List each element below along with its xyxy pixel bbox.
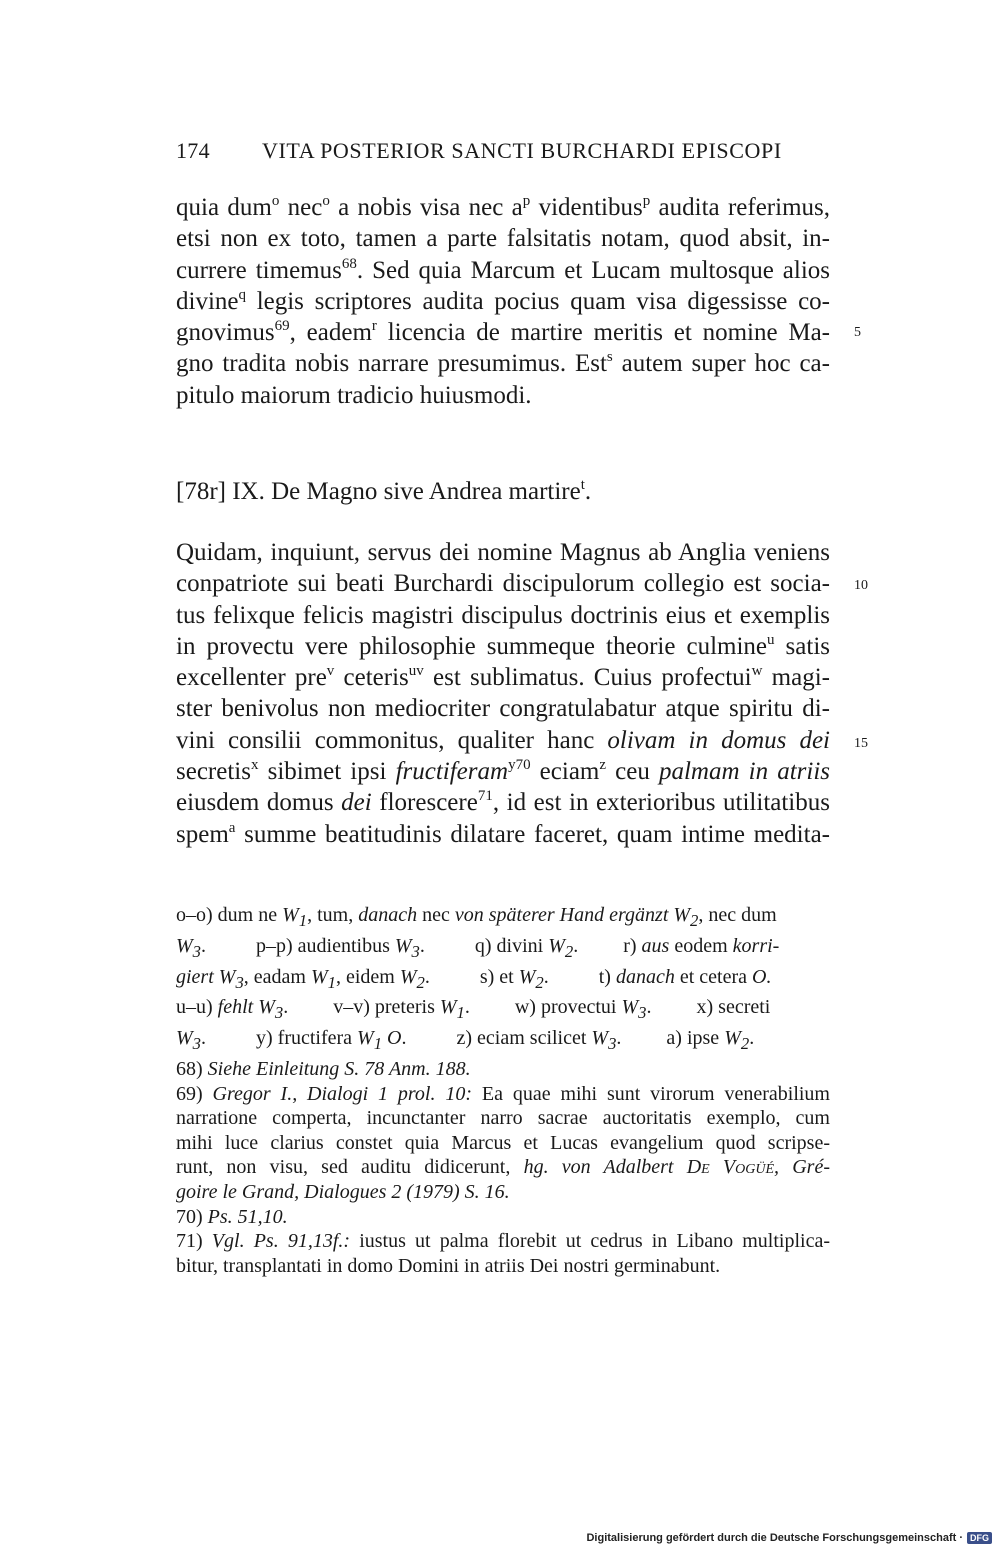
critical-apparatus — [176, 903, 830, 1057]
text-line: quia dum$^o$ nec$^o$ a nobis visa nec $a^p$ videntibus$^p$ audita referimus, — [176, 193, 830, 221]
text-line: Quidam, inquiunt, servus dei nomine Magnus ab Anglia veniens — [176, 539, 830, 566]
section-heading: [78r] IX. De Magno sive Andrea martire$^t$. — [176, 477, 592, 505]
text-line: spem$^a$ summe beatitudinis dilatare faceret, quam intime medita- — [176, 819, 830, 848]
paragraph-2 — [176, 537, 830, 850]
text-line: currere timemus$^{68}$. Sed quia Marcum et Lucam multosque alios — [176, 255, 830, 284]
text-line: etsi non ex toto, tamen a parte falsitatis notam, quod absit, in- — [176, 225, 830, 253]
footnote-69: 69) Gregor I., Dialogi 1 prol. 10: Ea quae mihi sunt virorum venerabilium — [176, 1082, 830, 1105]
footnote-69-cont: mihi luce clarius constet quia Marcus et Lucas evangelium quod scripse- — [176, 1131, 830, 1154]
text-line: gnovimus$^{69}$, eadem$^r$ licencia de martire meritis et nomine Ma- — [176, 318, 831, 347]
page-header — [176, 138, 782, 164]
footnote-69-cont: narratione comperta, incunctanter narro sacrae auctoritatis exemplo, cum — [176, 1107, 830, 1130]
text-line: pitulo maiorum tradicio huiusmodi. — [176, 381, 532, 409]
text-line: secretis$^x$ sibimet ipsi fructiferam$^{y70}$ eciam$^z$ ceu palmam in atriis — [176, 757, 831, 786]
line-number-15: 15 — [854, 736, 868, 751]
footnote-71-cont: bitur, transplantati in domo Domini in atriis Dei nostri germinabunt. — [176, 1254, 721, 1277]
text-line: tus felixque felicis magistri discipulus doctrinis eius et exemplis — [176, 601, 830, 629]
footnote-69-cont: goire le Grand, Dialogues 2 (1979) S. 16. — [176, 1180, 510, 1203]
footnote-71: 71) Vgl. Ps. 91,13f.: iustus ut palma florebit ut cedrus in Libano multiplica- — [176, 1230, 830, 1253]
apparatus-line: u–u) fehlt $W_3$. v–v) preteris $W_1$. w) provectui $W_3$. x) secreti — [176, 996, 771, 1023]
text-line: excellenter pre$^v$ ceteris$^{uv}$ est sublimatus. Cuius profectui$^w$ magi- — [176, 663, 830, 692]
footnote-70: 70) Ps. 51,10. — [176, 1205, 288, 1228]
apparatus-line: $W_3$. p–p) audientibus $W_3$. q) divini $W_2$. r) aus eodem korri- — [176, 934, 780, 961]
text-line: vini consilii commonitus, qualiter hanc olivam in domus dei — [176, 726, 830, 754]
text-line: gno tradita nobis narrare presumimus. Est$^s$ autem super hoc ca- — [176, 349, 830, 378]
footnote-68: 68) Siehe Einleitung S. 78 Anm. 188. — [176, 1058, 471, 1080]
apparatus-line: o–o) dum ne $W_1$, tum, danach nec von späterer Hand ergänzt $W_2$, nec dum — [176, 904, 777, 930]
digitization-credit — [586, 1532, 992, 1544]
text-line: eiusdem domus dei florescere$^{71}$, id est in exterioribus utilitatibus — [176, 788, 830, 817]
line-number-5: 5 — [854, 325, 861, 340]
text-line: divine$^q$ legis scriptores audita pocius quam visa digessisse co- — [176, 286, 830, 315]
text-line: conpatriote sui beati Burchardi discipulorum collegio est socia- — [176, 570, 830, 598]
page-number: 174 — [176, 138, 210, 163]
apparatus-line: giert $W_3$, eadam $W_1$, eidem $W_2$. s) et $W_2$. t) danach et cetera O. — [176, 965, 772, 992]
running-title: VITA POSTERIOR SANCTI BURCHARDI EPISCOPI — [262, 138, 782, 163]
apparatus-line: $W_3$. y) fructifera $W_1$ O. z) eciam scilicet $W_3$. a) ipse $W_2$. — [176, 1027, 755, 1054]
paragraph-1 — [176, 192, 830, 411]
footnote-69-cont: runt, non visu, sed auditu didicerunt, hg. von Adalbert De Vogüé, Gré- — [176, 1156, 830, 1179]
dfg-logo: DFG — [967, 1532, 992, 1544]
text-line: in provectu vere philosophie summeque theorie culmine$^u$ satis — [176, 631, 830, 660]
text-line: ster benivolus non mediocriter congratulabatur atque spiritu di- — [176, 695, 830, 723]
line-number-10: 10 — [854, 578, 868, 593]
credit-text: Digitalisierung gefördert durch die Deutsche Forschungsgemeinschaft · — [586, 1532, 963, 1544]
footnotes — [176, 1057, 830, 1278]
